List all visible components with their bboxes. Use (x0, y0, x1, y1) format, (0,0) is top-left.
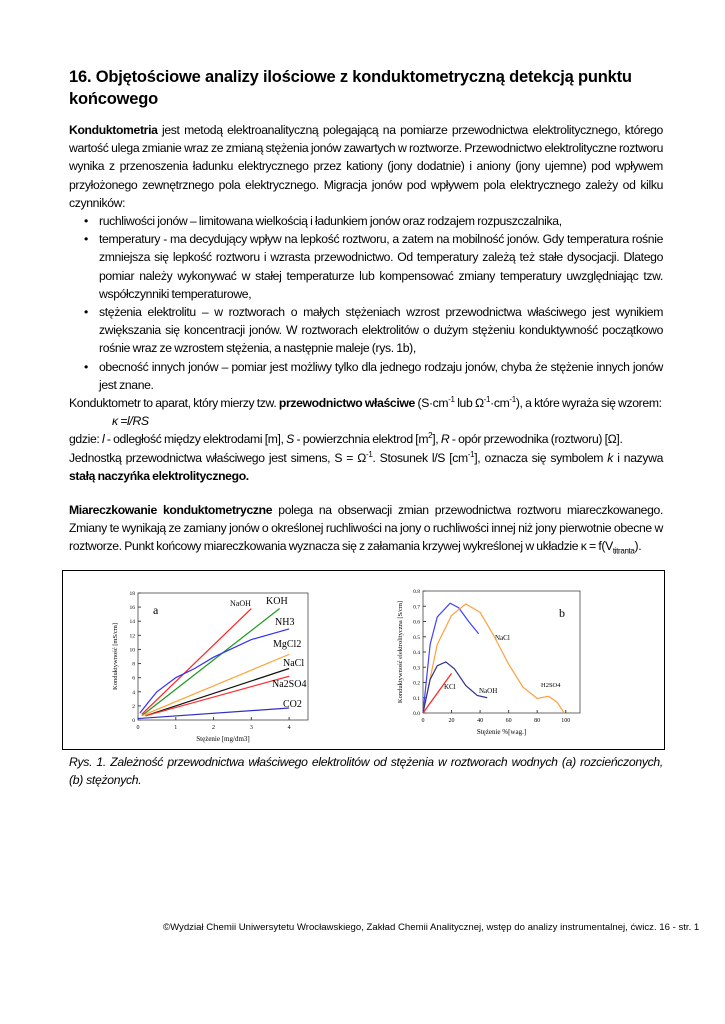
sup: -1 (467, 449, 475, 459)
text: Konduktometr to aparat, który mierzy tzw. (69, 396, 279, 411)
y-tick-label: 0.3 (413, 664, 420, 671)
y-tick-label: 0.5 (413, 634, 420, 641)
term-konduktometria: Konduktometria (69, 123, 158, 137)
where-paragraph (69, 430, 663, 448)
series-label-naoh: NaOH (479, 686, 498, 695)
content-flow (62, 121, 664, 789)
var: l (101, 432, 105, 447)
series-label-nacl: NaCl (283, 657, 305, 669)
chart-a (83, 571, 353, 747)
series-line-mgcl2 (142, 654, 289, 715)
sup: -1 (509, 394, 516, 404)
series-line-koh (142, 608, 280, 715)
series-label-mgcl2: MgCl2 (273, 638, 302, 650)
y-tick-label: 0.0 (413, 710, 420, 717)
y-tick-label: 6 (132, 675, 135, 682)
text: gdzie: (69, 432, 102, 447)
y-tick-label: 14 (129, 618, 135, 625)
panel-letter: a (153, 602, 159, 617)
plot-frame (423, 591, 580, 713)
list-item: • ruchliwości jonów – limitowana wielkością i ładunkiem jonów oraz rodzajem rozpuszczalnika, (99, 212, 663, 230)
list-item: • obecność innych jonów – pomiar jest możliwy tylko dla jednego rodzaju jonów, chyba że stężenie innych jonów jest znane. (99, 358, 663, 394)
sup: -1 (483, 394, 491, 404)
text: ). (634, 539, 642, 554)
y-tick-label: 12 (129, 633, 135, 640)
footer: ©Wydział Chemii Uniwersytetu Wrocławskiego, Zakład Chemii Analitycznej, wstęp do analizy instrumentalnej, ćwicz. 16 - str. 1 (163, 922, 700, 933)
series-label-co2: CO2 (283, 698, 302, 710)
text: lub Ω (454, 396, 484, 411)
text: polega na obserwacji zmian przewodnictwa roztworu miareczkowanego. Zmiany te wynikają ze zamiany jonów o określonej ruchliwości na jony o ruchliwości innej niż jony pierwotnie obecne w roztworze. Punkt końcowy miareczkowania wyznacza się z załamania krzywej wykreślonej w układzie κ = f(V (69, 503, 663, 554)
x-tick-label: 0 (136, 724, 140, 731)
y-tick-label: 10 (129, 647, 135, 654)
x-tick-label: 40 (477, 717, 484, 724)
y-tick-label: 0 (132, 717, 135, 724)
series-line-h2so4 (423, 604, 564, 713)
y-tick-label: 8 (132, 661, 135, 668)
sup: 2 (428, 431, 433, 441)
y-tick-label: 0.1 (413, 695, 420, 702)
y-tick-label: 0.7 (413, 603, 420, 610)
text: ), a które wyraża się wzorem: (515, 396, 662, 411)
series-label-naoh: NaOH (230, 598, 251, 608)
section-title: 16. Objętościowe analizy ilościowe z konduktometryczną detekcją punktu końcowego (69, 68, 632, 108)
y-tick-label: 0.8 (413, 588, 420, 595)
text: - odległość między elektrodami [m], (104, 432, 287, 447)
list-item: • temperatury - ma decydujący wpływ na lepkość roztworu, a zatem na mobilność jonów. Gdy temperatura rośnie zmniejsza się lepkość roztworu i wzrasta przewodnictwo. Od temperatury zależą też stałe dysocjacji. Dlatego pomiar należy wykonywać w stałej temperaturze lub kompensować zmiany temperatury uwzględniając tzw. współczynniki temperaturowe, (99, 230, 663, 303)
figure-box (62, 570, 665, 750)
panel-letter: b (559, 605, 565, 620)
var: k (607, 450, 614, 465)
var: S (286, 432, 294, 447)
intro-paragraph (69, 121, 663, 556)
x-tick-label: 80 (534, 717, 541, 724)
y-tick-label: 18 (129, 590, 135, 597)
formula: κ =l/RS (112, 414, 149, 429)
y-tick-label: 16 (129, 604, 135, 611)
figure-caption: Rys. 1. Zależność przewodnictwa właściwego elektrolitów od stężenia w roztworach wodnych (a) rozcieńczonych, (b) stężonych. (69, 754, 663, 787)
text: ·cm (490, 396, 510, 411)
text: ], oznacza się symbolem (474, 450, 608, 465)
meter-paragraph (69, 394, 663, 412)
x-axis-label: Stężenie %[wag.] (476, 727, 527, 736)
intro-text: jest metodą elektroanalityczną polegającą na pomiarze przewodnictwa elektrolitycznego, którego wartość ulega zmianie wraz ze zmianą stężenia jonów zawartych w roztworze. Przewodnictwo elektrolityczne roztworu wynika z przenoszenia ładunku elektrycznego przez kationy (jony dodatnie) i aniony (jony ujemne) pod wpływem przyłożonego zewnętrznego pola elektrycznego. Migracja jonów pod wpływem pola elektrycznego zależy od kilku czynników: (69, 123, 663, 210)
series-label-kcl: KCl (444, 682, 456, 691)
y-tick-label: 2 (132, 703, 135, 710)
list-item: • stężenia elektrolitu – w roztworach o małych stężeniach wzrost przewodnictwa właściwego jest wynikiem zwiększania się koncentracji jonów. W roztworach elektrolitów o dużym stężeniu konduktywność początkowo rośnie wraz ze wzrostem stężenia, a następnie maleje (rys. 1b), (99, 303, 663, 358)
x-tick-label: 3 (249, 724, 253, 731)
x-tick-label: 60 (505, 717, 512, 724)
series-label-na2so4: Na2SO4 (272, 678, 307, 690)
sup: -1 (448, 394, 455, 404)
factor-list (69, 212, 663, 394)
titration-paragraph (69, 501, 663, 556)
x-tick-label: 4 (287, 724, 291, 731)
x-tick-label: 0 (421, 717, 425, 724)
chart-b (383, 571, 613, 747)
text: Jednostką przewodnictwa właściwego jest simens, S = Ω (69, 450, 367, 465)
sub: titranta (612, 546, 635, 556)
series-label-koh: KOH (266, 595, 288, 607)
y-tick-label: 0.6 (413, 619, 420, 626)
term: stałą naczyńka elektrolitycznego. (69, 468, 249, 483)
y-tick-label: 0.4 (413, 649, 420, 656)
x-tick-label: 100 (561, 717, 571, 724)
y-tick-label: 4 (132, 689, 135, 696)
text: - opór przewodnika (roztworu) [Ω]. (449, 432, 623, 447)
text: - powierzchnia elektrod [m (293, 432, 429, 447)
series-label-nacl: NaCl (495, 633, 510, 642)
term: przewodnictwo właściwe (278, 396, 415, 411)
x-axis-label: Stężenie [mg/dm3] (196, 734, 250, 743)
series-label-h2so4: H2SO4 (541, 681, 561, 689)
y-axis-label: Konduktywność elektrolityczna [S/cm] (397, 600, 404, 703)
term: Miareczkowanie konduktometryczne (69, 503, 273, 518)
series-line-nacl (146, 668, 290, 715)
series-label-nh3: NH3 (275, 616, 295, 628)
unit-paragraph (69, 449, 663, 485)
text: ], (432, 432, 441, 447)
y-axis-label: Konduktywność [mS/cm] (112, 622, 119, 690)
var: R (440, 432, 450, 447)
text: . Stosunek l/S [cm (372, 450, 468, 465)
text: i nazywa (613, 450, 664, 465)
sup: -1 (366, 449, 373, 459)
x-tick-label: 1 (174, 724, 178, 731)
series-line-nacl (423, 603, 479, 713)
text: (S·cm (414, 396, 449, 411)
y-tick-label: 0.2 (413, 680, 420, 687)
x-tick-label: 20 (448, 717, 455, 724)
x-tick-label: 2 (212, 724, 216, 731)
